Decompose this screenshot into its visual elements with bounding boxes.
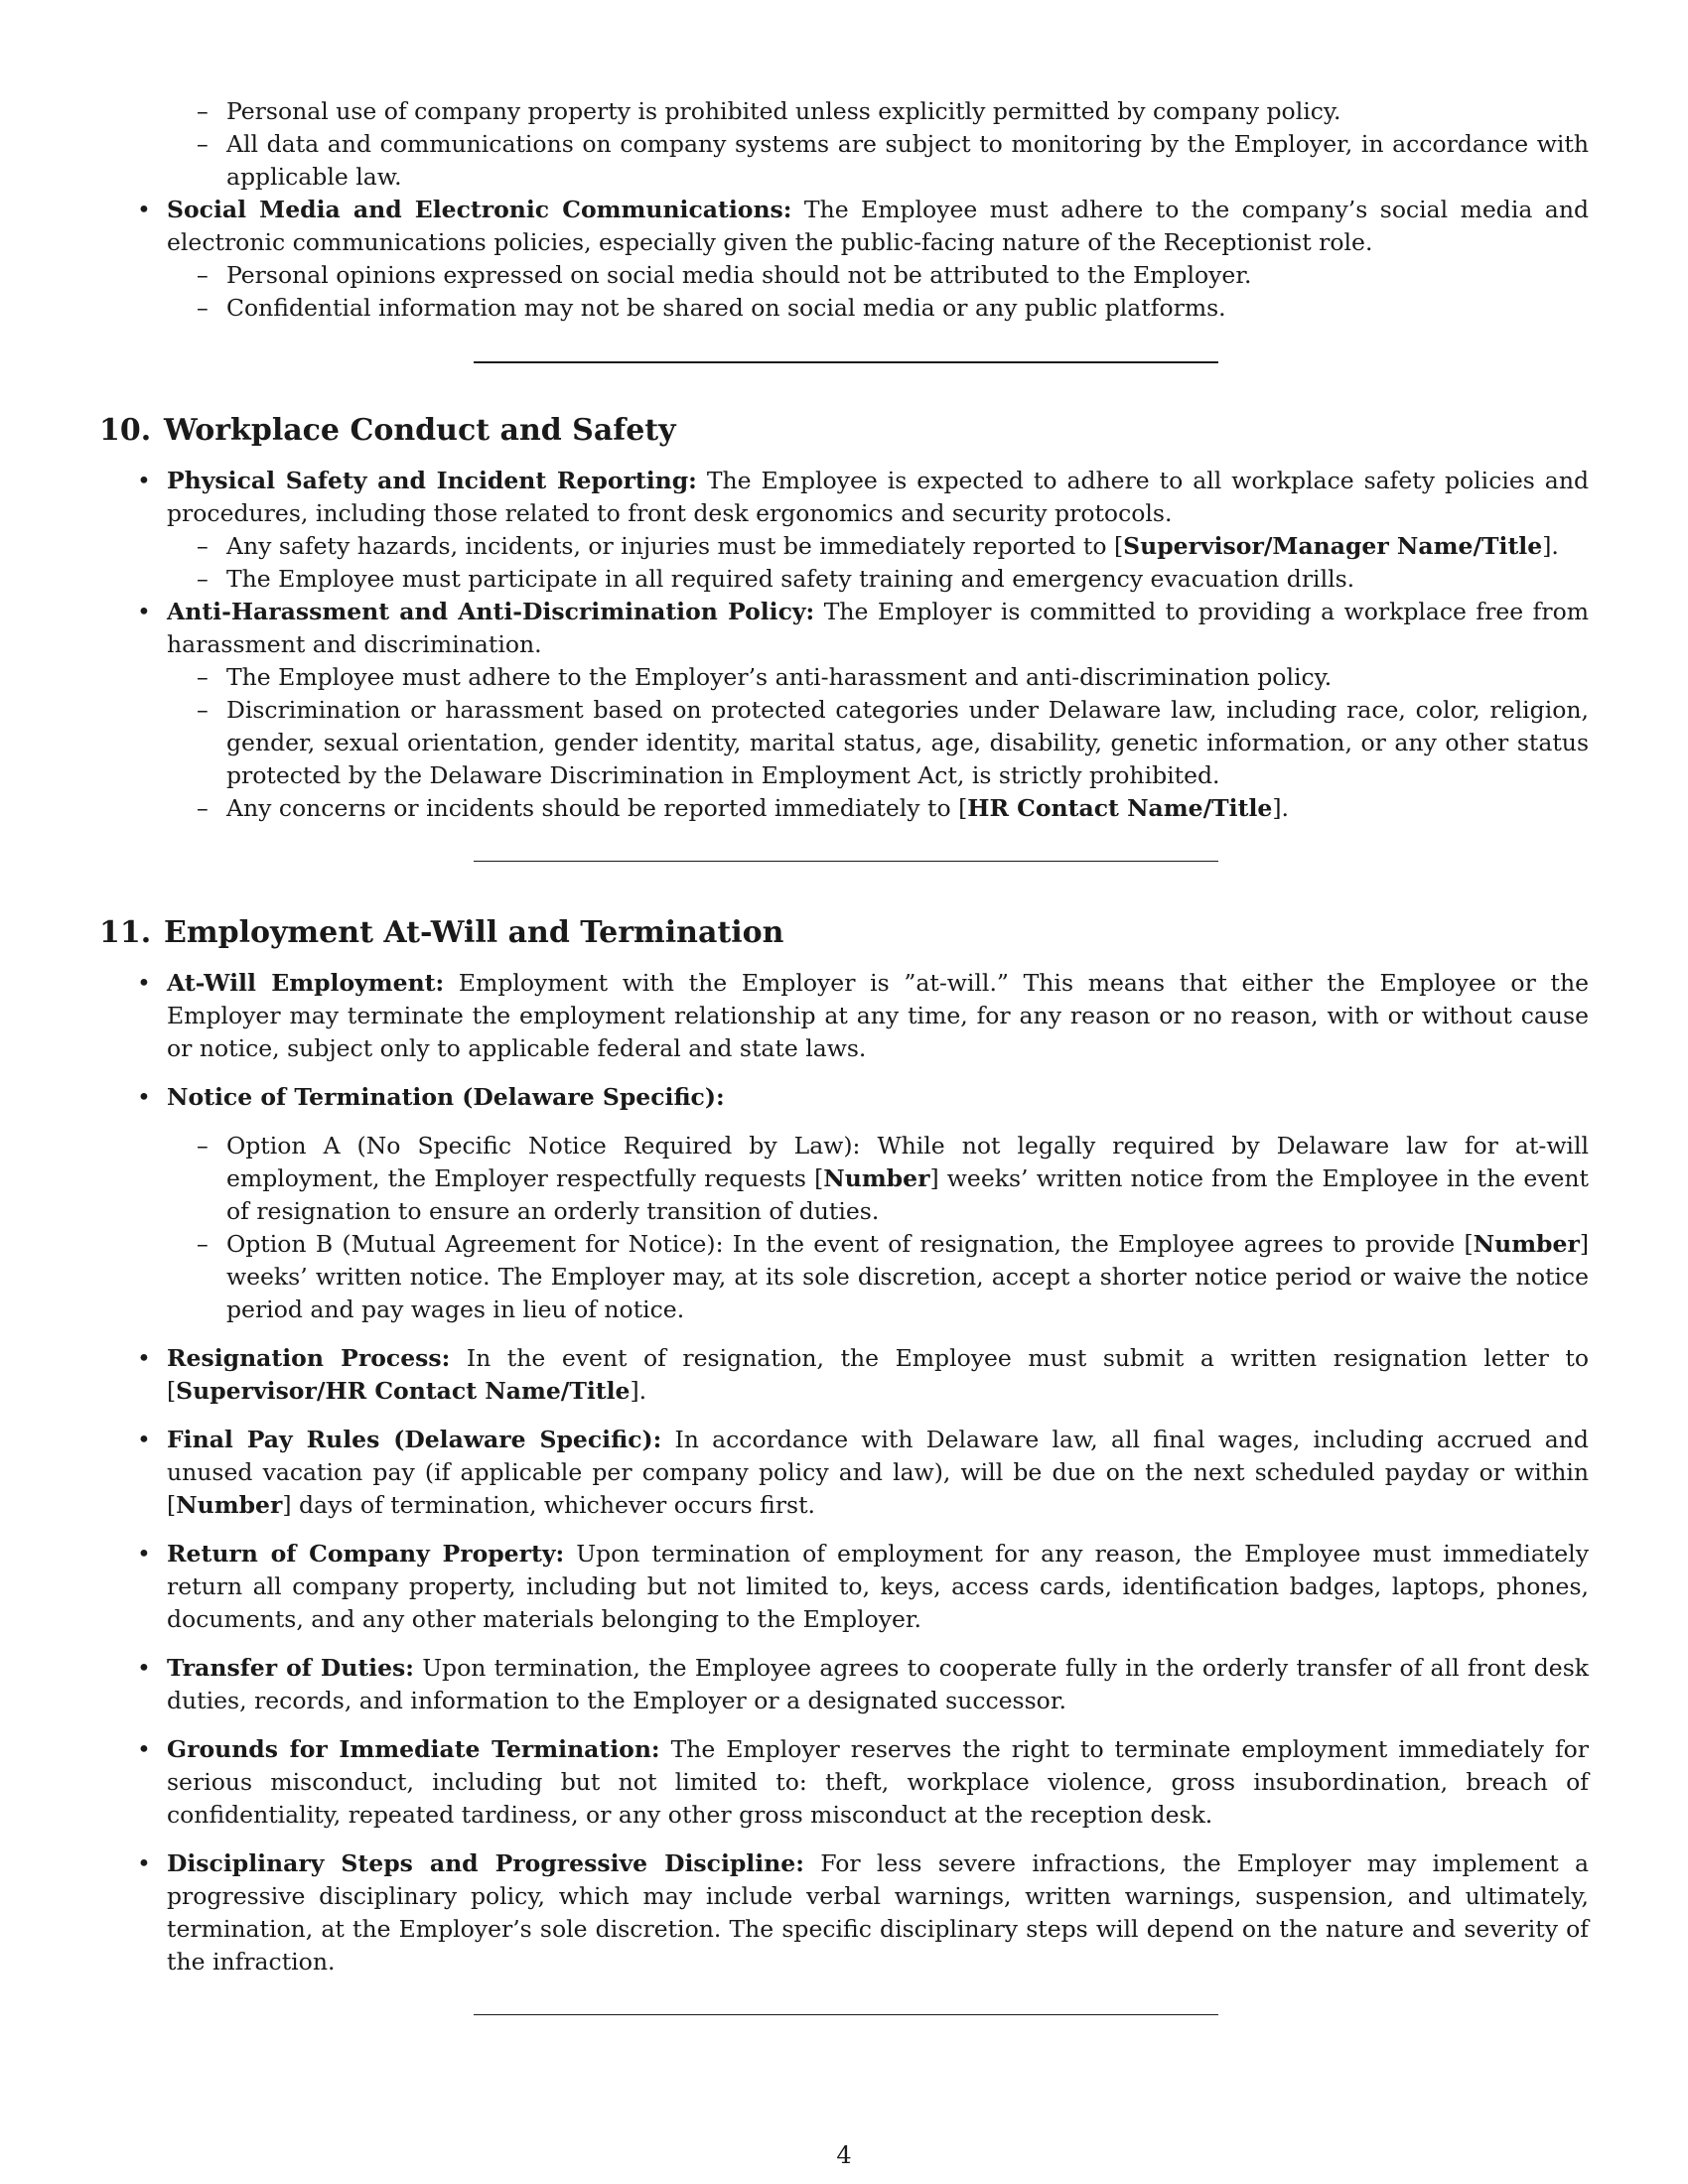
- dash-marker: –: [197, 1132, 209, 1160]
- list-subitem: [99, 563, 1589, 596]
- item-text: Upon termination of employment for any reason, the Employee must immediately return all company property, including but not limited to, keys, access cards, identification badges, laptops, phones, documents, and any other materials belonging to the Employer.: [167, 1540, 1589, 1633]
- page-number: 4: [836, 2141, 852, 2169]
- bullet-marker: •: [137, 1654, 151, 1682]
- placeholder-field: Number: [176, 1491, 283, 1519]
- bullet-marker: •: [137, 196, 151, 223]
- list-subitem: [99, 792, 1589, 825]
- item-text: Employment with the Employer is ”at-will.” This means that either the Employee or the Employer may terminate the employment relationship at any time, for any reason or no reason, with or without cause or notice, subject only to applicable federal and state laws.: [167, 969, 1589, 1062]
- list-item: [99, 1652, 1589, 1717]
- placeholder-field: Number: [823, 1164, 930, 1192]
- list-subitem: [99, 661, 1589, 694]
- list-subitem-text: ].: [1272, 794, 1289, 822]
- item-text: The Employee must adhere to the company’s social media and electronic communications policies, especially given the public-facing nature of the Receptionist role.: [167, 196, 1589, 256]
- list-subitem-text: Any safety hazards, incidents, or injuries must be immediately reported to [: [226, 532, 1124, 560]
- section-number: 10.: [99, 413, 152, 448]
- bullet-marker: •: [137, 1083, 151, 1111]
- item-title: Final Pay Rules (Delaware Specific):: [167, 1426, 662, 1453]
- list-item: [99, 465, 1589, 530]
- item-title: Grounds for Immediate Termination:: [167, 1735, 660, 1763]
- item-title: Physical Safety and Incident Reporting:: [167, 467, 697, 494]
- dash-marker: –: [197, 532, 209, 560]
- item-text: ].: [630, 1377, 647, 1405]
- list-subitem-text: Personal opinions expressed on social media should not be attributed to the Employer.: [226, 261, 1252, 289]
- bullet-marker: •: [137, 1540, 151, 1568]
- dash-marker: –: [197, 696, 209, 724]
- list-subitem-text: ].: [1542, 532, 1559, 560]
- item-title: Resignation Process:: [167, 1344, 451, 1372]
- section-title: Employment At-Will and Termination: [164, 915, 784, 950]
- list-item: [99, 194, 1589, 259]
- placeholder-field: HR Contact Name/Title: [967, 794, 1273, 822]
- bullet-marker: •: [137, 1426, 151, 1453]
- item-text: In the event of resignation, the Employee must submit a written resignation letter to [: [167, 1344, 1589, 1405]
- document-page: [99, 95, 1589, 2015]
- list-subitem: [99, 95, 1589, 128]
- section-divider: [474, 2014, 1218, 2015]
- placeholder-field: Supervisor/Manager Name/Title: [1123, 532, 1543, 560]
- list-subitem-text: Discrimination or harassment based on protected categories under Delaware law, including race, color, religion, gender, sexual orientation, gender identity, marital status, age, disability, genetic information, or any other status protected by the Delaware Discrimination in Employment Act, is strictly prohibited.: [226, 696, 1589, 789]
- list-subitem: [99, 530, 1589, 563]
- list-item: [99, 1424, 1589, 1522]
- list-subitem-text: The Employee must adhere to the Employer’s anti-harassment and anti-discrimination policy.: [226, 663, 1333, 691]
- dash-marker: –: [197, 1230, 209, 1258]
- bullet-marker: •: [137, 467, 151, 494]
- placeholder-field: Number: [1473, 1230, 1580, 1258]
- bullet-marker: •: [137, 1735, 151, 1763]
- item-title: At-Will Employment:: [167, 969, 445, 997]
- item-title: Anti-Harassment and Anti-Discrimination Policy:: [167, 598, 815, 625]
- dash-marker: –: [197, 663, 209, 691]
- item-text: Upon termination, the Employee agrees to cooperate fully in the orderly transfer of all front desk duties, records, and information to the Employer or a designated successor.: [167, 1654, 1589, 1714]
- list-item: [99, 1733, 1589, 1832]
- list-item: [99, 1538, 1589, 1636]
- item-title: Disciplinary Steps and Progressive Discipline:: [167, 1849, 804, 1877]
- list-subitem-text: The Employee must participate in all required safety training and emergency evacuation drills.: [226, 565, 1355, 593]
- section-divider: [474, 361, 1218, 363]
- list-subitem: [99, 292, 1589, 325]
- placeholder-field: Supervisor/HR Contact Name/Title: [176, 1377, 631, 1405]
- bullet-marker: •: [137, 1344, 151, 1372]
- list-item: [99, 967, 1589, 1065]
- list-subitem-text: ] weeks’ written notice from the Employee in the event of resignation to ensure an orderly transition of duties.: [226, 1164, 1589, 1225]
- list-subitem-text: Any concerns or incidents should be reported immediately to [: [226, 794, 968, 822]
- list-subitem-text: Personal use of company property is prohibited unless explicitly permitted by company policy.: [226, 97, 1341, 125]
- list-item: [99, 1081, 1589, 1114]
- list-item: [99, 1847, 1589, 1979]
- list-item: [99, 1342, 1589, 1408]
- list-subitem-text: Confidential information may not be shared on social media or any public platforms.: [226, 294, 1226, 322]
- dash-marker: –: [197, 130, 209, 158]
- list-subitem: [99, 1228, 1589, 1326]
- list-subitem-text: All data and communications on company systems are subject to monitoring by the Employer, in accordance with applicable law.: [226, 130, 1589, 191]
- list-subitem-text: Option B (Mutual Agreement for Notice): In the event of resignation, the Employee agrees to provide [: [226, 1230, 1474, 1258]
- list-item: [99, 596, 1589, 661]
- bullet-marker: •: [137, 598, 151, 625]
- item-title: Return of Company Property:: [167, 1540, 565, 1568]
- item-text: The Employer reserves the right to terminate employment immediately for serious misconduct, including but not limited to: theft, workplace violence, gross insubordination, breach of confidentiality, repeated tardiness, or any other gross misconduct at the reception desk.: [167, 1735, 1589, 1829]
- bullet-marker: •: [137, 969, 151, 997]
- item-text: For less severe infractions, the Employer may implement a progressive disciplinary policy, which may include verbal warnings, written warnings, suspension, and ultimately, termination, at the Employer’s sole discretion. The specific disciplinary steps will depend on the nature and severity of the infraction.: [167, 1849, 1590, 1976]
- section-title: Workplace Conduct and Safety: [164, 413, 676, 448]
- section-heading: [99, 411, 1589, 451]
- item-text: The Employer is committed to providing a workplace free from harassment and discrimination.: [167, 598, 1589, 658]
- item-text: In accordance with Delaware law, all final wages, including accrued and unused vacation pay (if applicable per company policy and law), will be due on the next scheduled payday or within [: [167, 1426, 1589, 1519]
- list-subitem: [99, 259, 1589, 292]
- dash-marker: –: [197, 794, 209, 822]
- dash-marker: –: [197, 294, 209, 322]
- dash-marker: –: [197, 565, 209, 593]
- list-subitem-text: ] weeks’ written notice. The Employer may, at its sole discretion, accept a shorter notice period or waive the notice period and pay wages in lieu of notice.: [226, 1230, 1589, 1323]
- item-title: Transfer of Duties:: [167, 1654, 414, 1682]
- list-subitem: [99, 128, 1589, 194]
- item-title: Social Media and Electronic Communications:: [167, 196, 792, 223]
- section-number: 11.: [99, 915, 152, 950]
- item-text: The Employee is expected to adhere to all workplace safety policies and procedures, including those related to front desk ergonomics and security protocols.: [167, 467, 1589, 527]
- dash-marker: –: [197, 97, 209, 125]
- list-subitem: [99, 1130, 1589, 1228]
- dash-marker: –: [197, 261, 209, 289]
- section-divider: [474, 861, 1218, 862]
- list-subitem-text: Option A (No Specific Notice Required by Law): While not legally required by Delaware law for at-will employment, the Employer respectfully requests [: [226, 1132, 1589, 1192]
- section-heading: [99, 913, 1589, 953]
- item-title: Notice of Termination (Delaware Specific):: [167, 1083, 725, 1111]
- item-text: ] days of termination, whichever occurs first.: [282, 1491, 816, 1519]
- list-subitem: [99, 694, 1589, 792]
- bullet-marker: •: [137, 1849, 151, 1877]
